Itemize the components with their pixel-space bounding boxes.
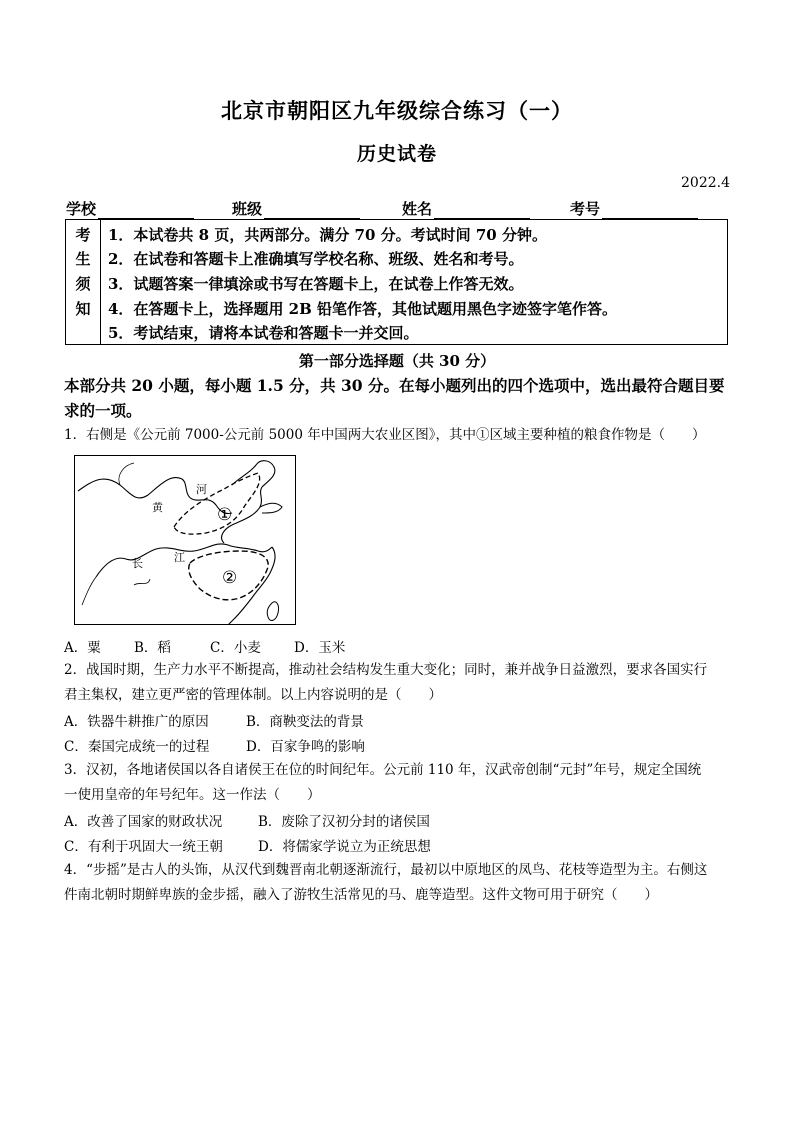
map-label-jiang: 江	[174, 551, 185, 564]
q1-option-d[interactable]: D．玉米	[294, 640, 346, 656]
student-info-line	[66, 198, 726, 220]
notice-rule: 2．在试卷和答题卡上准确填写学校名称、班级、姓名和考号。	[108, 250, 524, 268]
exam-no-field	[570, 198, 698, 219]
class-field	[232, 198, 360, 219]
exam-no-blank[interactable]	[602, 202, 698, 219]
part1-heading: 第一部分选择题（共 30 分）	[298, 352, 496, 370]
map-label-region-2: ②	[222, 568, 238, 588]
notice-rule: 5．考试结束，请将本试卷和答题卡一并交回。	[108, 324, 419, 342]
question-3-stem-line1: 3．汉初，各地诸侯国以各自诸侯王在位的时间纪年。公元前 110 年，汉武帝创制“元封”年号，规定全国统	[64, 762, 702, 778]
notice-rule: 4．在答题卡上，选择题用 2B 铅笔作答，其他试题用黑色字迹签字笔作答。	[108, 300, 617, 318]
map-label-region-1: ①	[217, 505, 233, 525]
exam-title: 北京市朝阳区九年级综合练习（一）	[221, 98, 573, 123]
name-field	[402, 198, 530, 219]
q3-option-d[interactable]: D．将儒家学说立为正统思想	[258, 839, 431, 855]
q3-option-b[interactable]: B．废除了汉初分封的诸侯国	[258, 814, 430, 830]
question-4-stem-line2: 件南北朝时期鲜卑族的金步摇，融入了游牧生活常见的马、鹿等造型。这件文物可用于研究（ ）	[64, 887, 658, 903]
notice-side-char: 知	[75, 300, 91, 318]
q2-option-c[interactable]: C．秦国完成统一的过程	[64, 739, 210, 755]
exam-subtitle: 历史试卷	[356, 143, 437, 165]
school-field	[66, 198, 194, 219]
q2-option-d[interactable]: D．百家争鸣的影响	[246, 739, 365, 755]
q3-option-c[interactable]: C．有利于巩固大一统王朝	[64, 839, 223, 855]
school-blank[interactable]	[98, 202, 194, 219]
map-label-chang: 长	[132, 557, 143, 570]
name-blank[interactable]	[434, 202, 530, 219]
notice-rule: 3．试题答案一律填涂或书写在答题卡上，在试卷上作答无效。	[108, 275, 524, 293]
exam-date: 2022.4	[681, 175, 730, 191]
question-3-stem-line2: 一使用皇帝的年号纪年。这一作法（ ）	[64, 787, 321, 803]
name-label: 姓名	[402, 200, 433, 218]
agricultural-regions-map	[74, 455, 296, 625]
q1-option-a[interactable]: A．粟	[64, 640, 101, 656]
q2-option-b[interactable]: B．商鞅变法的背景	[246, 714, 364, 730]
exam-no-label: 考号	[570, 200, 601, 218]
notice-side-label	[66, 220, 101, 344]
q3-option-a[interactable]: A．改善了国家的财政状况	[64, 814, 223, 830]
class-blank[interactable]	[264, 202, 360, 219]
class-label: 班级	[232, 200, 263, 218]
notice-side-char: 须	[75, 275, 91, 293]
question-2-stem-line2: 君主集权，建立更严密的管理体制。以上内容说明的是（ ）	[64, 687, 442, 703]
candidate-notice-box	[65, 219, 728, 345]
question-1-stem: 1．右侧是《公元前 7000-公元前 5000 年中国两大农业区图》，其中①区域主要种植的粮食作物是（ ）	[64, 427, 706, 443]
school-label: 学校	[66, 200, 97, 218]
q2-option-a[interactable]: A．铁器牛耕推广的原因	[64, 714, 209, 730]
notice-rule: 1．本试卷共 8 页，共两部分。满分 70 分。考试时间 70 分钟。	[108, 226, 547, 244]
question-4-stem-line1: 4．“步摇”是古人的头饰，从汉代到魏晋南北朝逐渐流行，最初以中原地区的凤鸟、花枝等造型为主。右侧这	[64, 862, 708, 878]
map-label-huang: 黄	[152, 501, 163, 514]
q1-option-c[interactable]: C．小麦	[210, 640, 261, 656]
notice-side-char: 生	[75, 250, 91, 268]
question-2-stem-line1: 2．战国时期，生产力水平不断提高，推动社会结构发生重大变化；同时，兼并战争日益激烈，要求各国实行	[64, 662, 708, 678]
part1-intro: 本部分共 20 小题，每小题 1.5 分，共 30 分。在每小题列出的四个选项中，选出最符合题目要求的一项。	[64, 376, 725, 420]
q1-option-b[interactable]: B．稻	[134, 640, 171, 656]
map-label-he: 河	[196, 483, 207, 496]
notice-side-char: 考	[75, 226, 91, 244]
